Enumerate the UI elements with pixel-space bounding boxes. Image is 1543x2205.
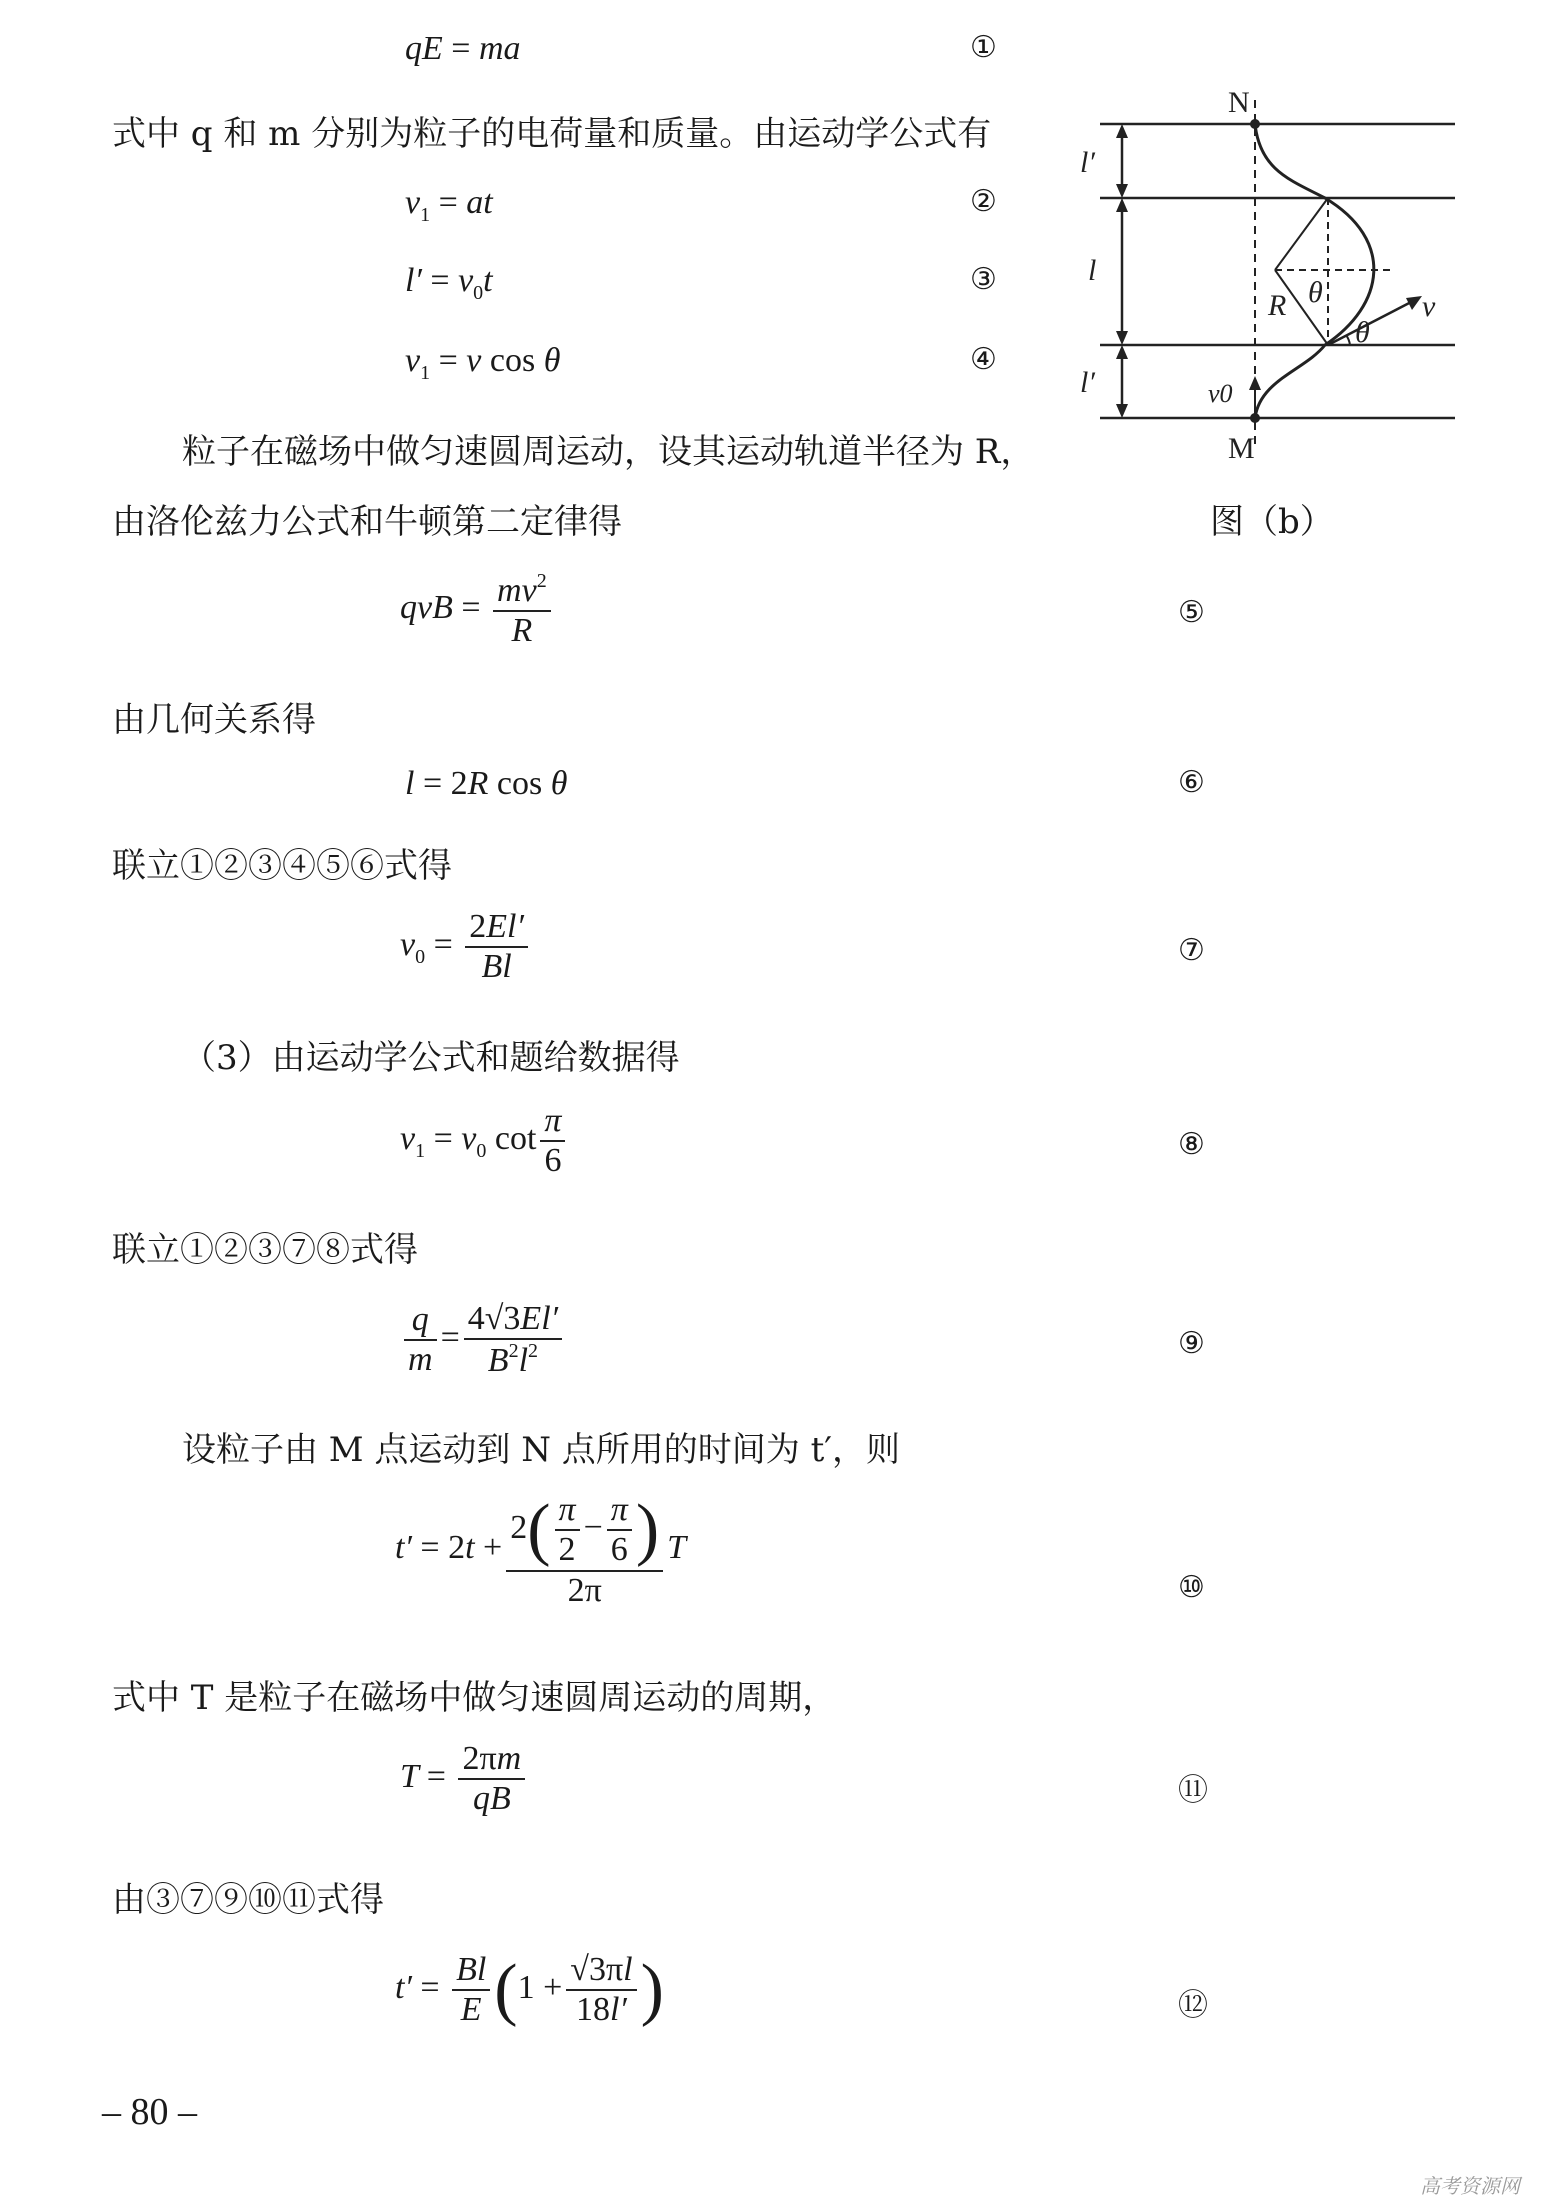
arrowhead-l-prime-bottom-up xyxy=(1116,345,1128,359)
equation-4: $v_1 = v$ cos θ xyxy=(405,342,561,384)
text-line-9: 式中 T 是粒子在磁场中做匀速圆周运动的周期， xyxy=(112,1678,837,1718)
label-R: R xyxy=(1268,289,1287,322)
label-N: N xyxy=(1228,86,1250,119)
text-line-3: 由洛伦兹力公式和牛顿第二定律得 xyxy=(112,502,622,542)
equation-3: $l' = v_0t$ xyxy=(405,262,493,304)
text-line-4: 由几何关系得 xyxy=(112,700,316,740)
equation-7: $v_0$ = $\frac{2El'}{Bl}$ xyxy=(400,908,532,986)
arrowhead-l-prime-top-down xyxy=(1116,184,1128,198)
equation-number-10: ⑩ xyxy=(1178,1570,1205,1605)
velocity-vector xyxy=(1328,300,1415,345)
label-l-prime-top: l′ xyxy=(1080,146,1095,179)
text-line-8: 设粒子由 M 点运动到 N 点所用的时间为 t′，则 xyxy=(182,1430,900,1470)
equation-number-9: ⑨ xyxy=(1178,1326,1205,1361)
label-l: l xyxy=(1088,254,1097,287)
label-v0: v0 xyxy=(1208,379,1233,408)
arrowhead-l-prime-top-up xyxy=(1116,124,1128,138)
equation-10: t′ = 2t + 2( $\frac{\pi}{2}$ − $\frac{\pi}{6}$ ) 2π T xyxy=(395,1491,687,1609)
text-line-1: 式中 q 和 m 分别为粒子的电荷量和质量。由运动学公式有 xyxy=(112,114,992,154)
equation-1: qE = ma xyxy=(405,30,521,67)
angle-arc-outer xyxy=(1346,335,1350,345)
equation-number-3: ③ xyxy=(970,262,997,297)
text-line-10: 由③⑦⑨⑩⑪式得 xyxy=(112,1880,384,1920)
figure-b xyxy=(1050,80,1470,480)
label-M: M xyxy=(1228,432,1255,465)
arrowhead-l-up xyxy=(1116,198,1128,212)
equation-number-1: ① xyxy=(970,30,997,65)
point-N xyxy=(1250,119,1260,129)
equation-number-4: ④ xyxy=(970,342,997,377)
equation-number-7: ⑦ xyxy=(1178,933,1205,968)
equation-2: $v_1$ = at xyxy=(405,184,493,226)
label-theta-inner: θ xyxy=(1308,276,1323,309)
radius-line-upper xyxy=(1275,198,1328,270)
page-number: – 80 – xyxy=(102,2091,197,2133)
equation-number-6: ⑥ xyxy=(1178,765,1205,800)
equation-6: l = 2R cos θ xyxy=(405,765,568,802)
arrowhead-l-down xyxy=(1116,331,1128,345)
equation-number-2: ② xyxy=(970,184,997,219)
label-v: v xyxy=(1422,290,1436,323)
text-line-5: 联立①②③④⑤⑥式得 xyxy=(112,846,452,886)
equation-number-11: ⑪ xyxy=(1178,1773,1208,1808)
equation-11: T = $\frac{2\pi m}{qB}$ xyxy=(400,1740,529,1818)
equation-5: qvB = $\frac{mv^2}{R}$ xyxy=(400,570,555,650)
arrowhead-l-prime-bottom-down xyxy=(1116,404,1128,418)
equation-number-8: ⑧ xyxy=(1178,1127,1205,1162)
watermark: 高考资源网 xyxy=(1420,2174,1520,2198)
label-l-prime-bottom: l′ xyxy=(1080,366,1095,399)
label-theta-outer: θ xyxy=(1355,316,1370,349)
equation-9: $\frac{q}{m}$ = $\frac{4√3El'}{B^2l^2}$ xyxy=(400,1300,566,1380)
equation-number-12: ⑫ xyxy=(1178,1988,1208,2023)
figure-caption: 图（b） xyxy=(1210,502,1334,542)
text-line-7: 联立①②③⑦⑧式得 xyxy=(112,1230,418,1270)
equation-12: t′ = $\frac{Bl}{E}$ (1 + $\frac{√3\pi l}{18l'}$ ) xyxy=(395,1951,664,2028)
equation-number-5: ⑤ xyxy=(1178,595,1205,630)
text-line-6: （3）由运动学公式和题给数据得 xyxy=(182,1038,680,1078)
text-line-2: 粒子在磁场中做匀速圆周运动，设其运动轨道半径为 R， xyxy=(182,432,1035,472)
equation-8: $v_1 = v_0$ cot $\frac{\pi}{6}$ xyxy=(400,1102,569,1180)
